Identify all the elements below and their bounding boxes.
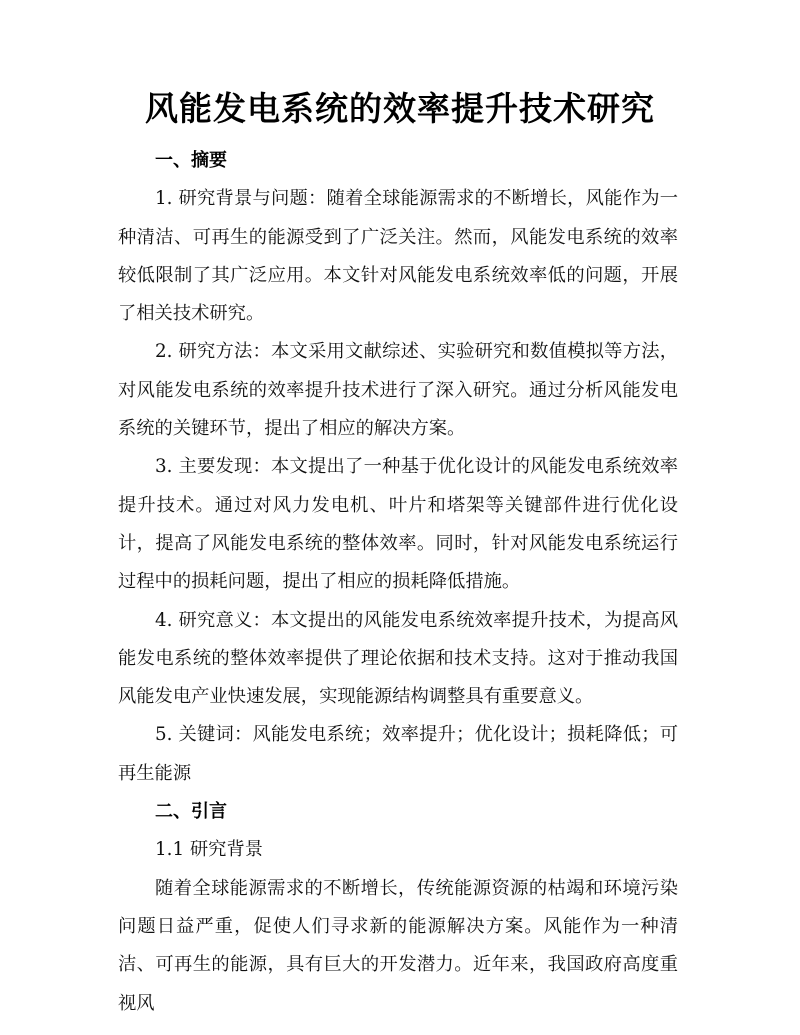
abstract-item-methods: 2. 研究方法：本文采用文献综述、实验研究和数值模拟等方法，对风能发电系统的效率提升技术进行了深入研究。通过分析风能发电系统的关键环节，提出了相应的解决方案。 bbox=[118, 341, 678, 440]
section-heading-abstract: 一、摘要 bbox=[155, 150, 227, 171]
subsection-heading-background: 1.1 研究背景 bbox=[155, 839, 264, 861]
abstract-item-significance: 4. 研究意义：本文提出的风能发电系统效率提升技术，为提高风能发电系统的整体效率提供了理论依据和技术支持。这对于推动我国风能发电产业快速发展，实现能源结构调整具有重要意义。 bbox=[118, 609, 678, 708]
document-title: 风能发电系统的效率提升技术研究 bbox=[145, 89, 655, 128]
introduction-paragraph: 随着全球能源需求的不断增长，传统能源资源的枯竭和环境污染问题日益严重，促使人们寻求新的能源解决方案。风能作为一种清洁、可再生的能源，具有巨大的开发潜力。近年来，我国政府高度重视风 bbox=[118, 877, 678, 1014]
abstract-item-keywords: 5. 关键词：风能发电系统；效率提升；优化设计；损耗降低；可再生能源 bbox=[118, 724, 678, 784]
abstract-item-background: 1. 研究背景与问题：随着全球能源需求的不断增长，风能作为一种清洁、可再生的能源受到了广泛关注。然而，风能发电系统的效率较低限制了其广泛应用。本文针对风能发电系统效率低的问题，开展了相关技术研究。 bbox=[118, 188, 678, 325]
section-heading-introduction: 二、引言 bbox=[155, 801, 227, 823]
document-body bbox=[118, 142, 678, 1023]
abstract-item-findings: 3. 主要发现：本文提出了一种基于优化设计的风能发电系统效率提升技术。通过对风力发电机、叶片和塔架等关键部件进行优化设计，提高了风能发电系统的整体效率。同时，针对风能发电系统运行过程中的损耗问题，提出了相应的损耗降低措施。 bbox=[118, 456, 678, 593]
